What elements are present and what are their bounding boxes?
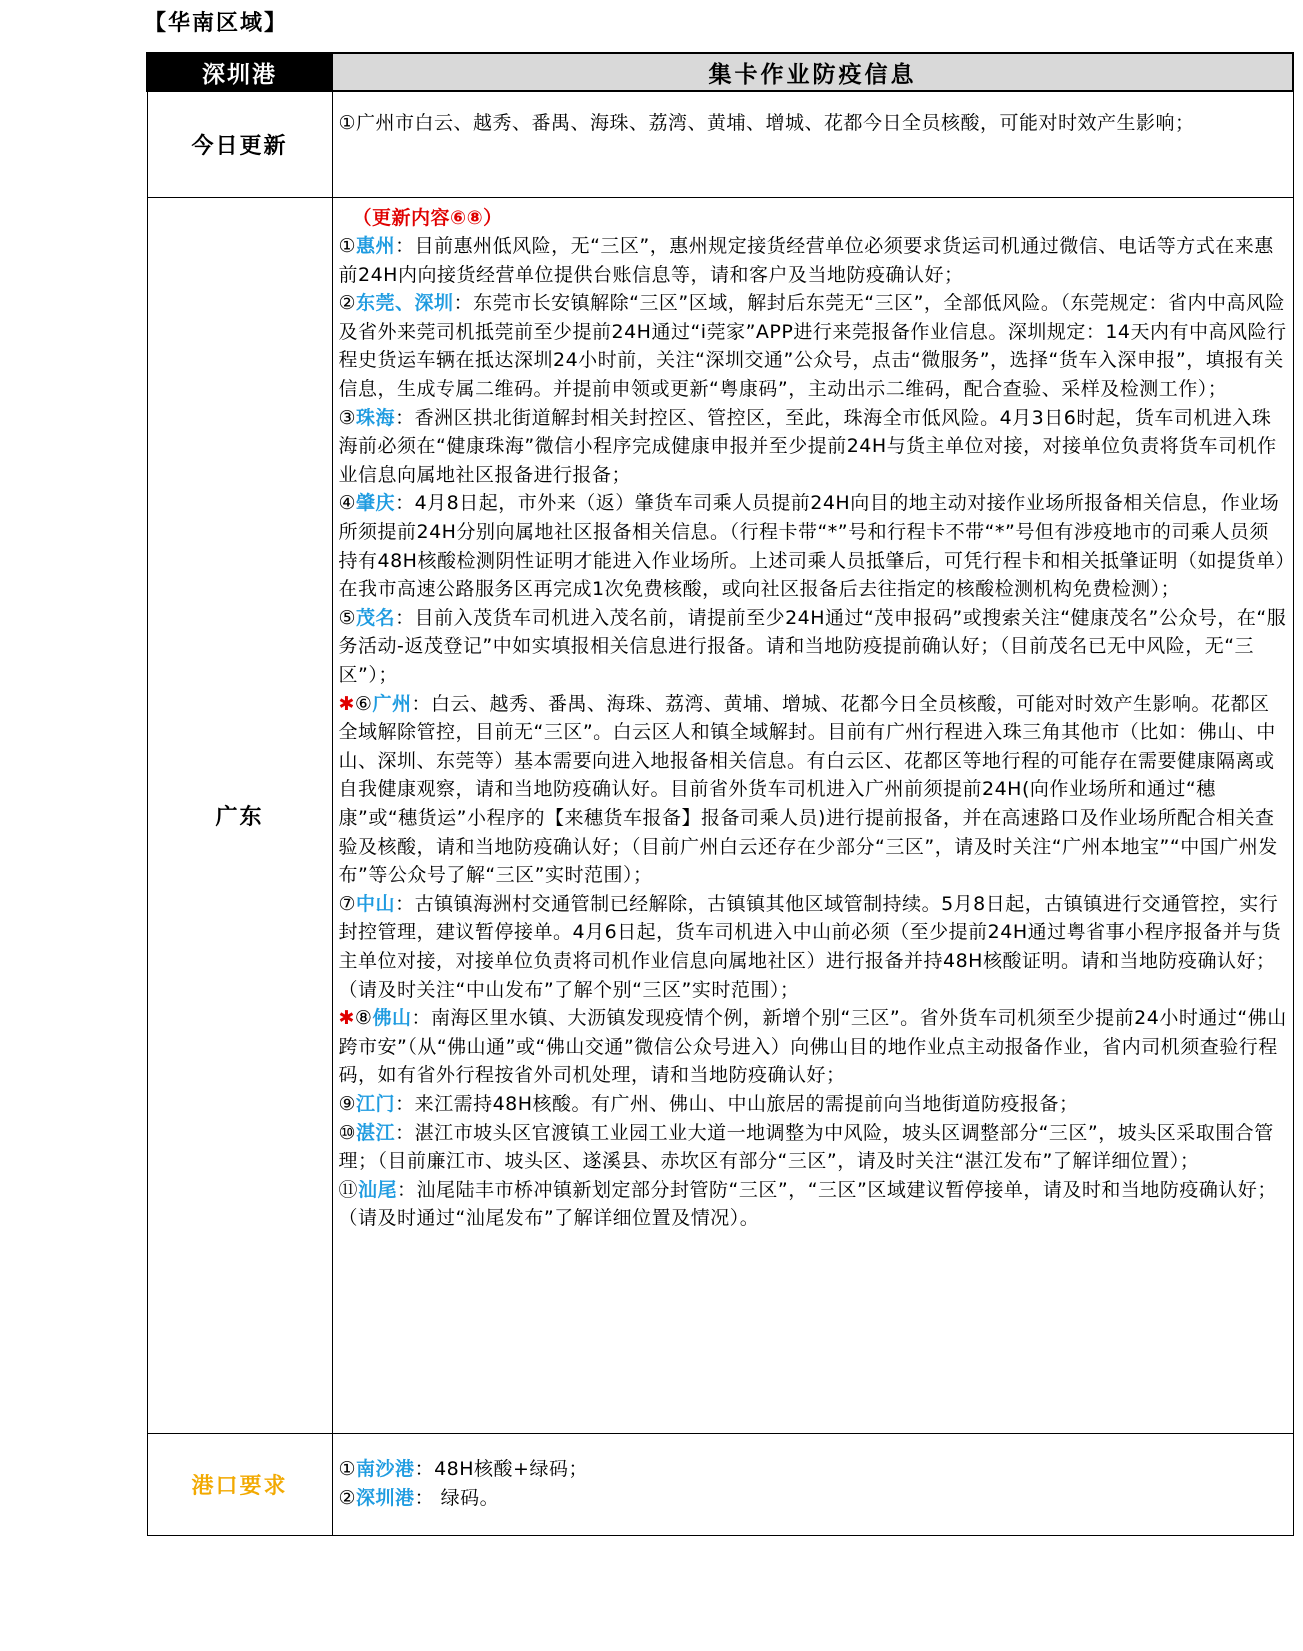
update-header: （更新内容⑥⑧） [352, 206, 503, 229]
item-text: ：目前惠州低风险，无“三区”，惠州规定接货经营单位必须要求货运司机通过微信、电话等方式在来惠前24H内向接货经营单位提供台账信息等，请和客户及当地防疫确认好； [338, 235, 1274, 286]
city-name: 佛山 [372, 1007, 412, 1030]
star-marker: ✱ [338, 1007, 355, 1030]
item-number: ④ [338, 492, 357, 515]
list-item [339, 1090, 1288, 1119]
item-number: ⑩ [338, 1121, 357, 1144]
list-item [339, 1119, 1288, 1176]
item-number: ① [338, 1458, 357, 1481]
city-name: 中山 [356, 892, 396, 915]
item-text: ：古镇镇海洲村交通管制已经解除，古镇镇其他区域管制持续。5月8日起，古镇镇进行交通管控，实行封控管理，建议暂停接单。4月6日起，货车司机进入中山前必须（至少提前24H通过粤省事小程序报备并与货主单位对接，对接单位负责将司机作业信息向属地社区）进行报备并持48H核酸证明。请和当地防疫确认好；（请及时关注“中山发布”了解个别“三区”实时范围）； [338, 892, 1282, 1001]
guangdong-content [332, 197, 1293, 1433]
item-text: ：香洲区拱北街道解封相关封控区、管控区，至此，珠海全市低风险。4月3日6时起，货车司机进入珠海前必须在“健康珠海”微信小程序完成健康申报并至少提前24H与货主单位对接，对接单位负责将货车司机作业信息向属地社区报备进行报备； [338, 406, 1277, 486]
port-requirement-content [332, 1433, 1293, 1535]
list-item [339, 232, 1288, 289]
city-name: 惠州 [356, 235, 396, 258]
city-name: 江门 [356, 1092, 396, 1115]
list-item [339, 604, 1288, 690]
list-item [339, 404, 1288, 490]
star-marker: ✱ [338, 692, 355, 715]
item-number: ⑧ [354, 1007, 373, 1030]
today-update-row [147, 91, 1293, 197]
item-text: ：汕尾陆丰市桥冲镇新划定部分封管防“三区”，“三区”区域建议暂停接单，请及时和当地防疫确认好；（请及时通过“汕尾发布”了解详细位置及情况）。 [338, 1178, 1277, 1230]
port-requirement-row [147, 1433, 1293, 1535]
item-text: ：南海区里水镇、大沥镇发现疫情个例，新增个别“三区”。省外货车司机须至少提前24小时通过“佛山跨市安”（从“佛山通”或“佛山交通”微信公众号进入）向佛山目的地作业点主动报备作业，省内司机须查验行程码，如有省外行程按省外司机处理，请和当地防疫确认好； [338, 1007, 1287, 1087]
item-number: ⑦ [338, 892, 357, 915]
city-name: 深圳港 [356, 1487, 415, 1509]
item-text: ： 绿码。 [414, 1487, 500, 1509]
item-number: ⑪ [338, 1178, 359, 1201]
city-name: 南沙港 [356, 1458, 415, 1481]
list-item [339, 1004, 1288, 1090]
item-text: ：来江需持48H核酸。有广州、佛山、中山旅居的需提前向当地街道防疫报备； [395, 1092, 1079, 1115]
list-item [339, 1176, 1288, 1233]
list-item [339, 1455, 1288, 1484]
guangdong-item-list [339, 232, 1288, 1233]
item-text: ：48H核酸+绿码； [414, 1458, 588, 1481]
item-number: ⑨ [338, 1092, 357, 1115]
today-update-label: 今日更新 [147, 91, 332, 197]
port-requirement-list [339, 1455, 1288, 1512]
city-name: 茂名 [356, 606, 396, 629]
list-item [339, 1484, 1288, 1513]
item-text: ：目前入茂货车司机进入茂名前，请提前至少24H通过“茂申报码”或搜索关注“健康茂名”公众号，在“服务活动-返茂登记”中如实填报相关信息进行报备。请和当地防疫提前确认好；（目前茂名已无中风险，无“三区”）； [338, 606, 1287, 686]
header-port-cell: 深圳港 [147, 53, 332, 91]
item-number: ⑥ [354, 692, 373, 715]
list-item [339, 489, 1288, 603]
table-header-row [147, 53, 1293, 91]
port-requirement-label: 港口要求 [147, 1433, 332, 1535]
city-name: 肇庆 [356, 492, 396, 515]
list-item [339, 890, 1288, 1004]
item-text: ：4月8日起，市外来（返）肇货车司乘人员提前24H向目的地主动对接作业场所报备相关信息，作业场所须提前24H分别向属地社区报备相关信息。（行程卡带“*”号和行程卡不带“*”号但有涉疫地市的司乘人员须持有48H核酸检测阴性证明才能进入作业场所。上述司乘人员抵肇后，可凭行程卡和相关抵肇证明（如提货单）在我市高速公路服务区再完成1次免费核酸，或向社区报备后去往指定的核酸检测机构免费检测）； [338, 492, 1286, 601]
item-number: ⑤ [338, 606, 357, 629]
region-title: 【华南区域】 [144, 11, 289, 36]
item-number: ② [338, 292, 357, 315]
item-text: ：白云、越秀、番禺、海珠、荔湾、黄埔、增城、花都今日全员核酸，可能对时效产生影响。花都区全域解除管控，目前无“三区”。白云区人和镇全域解封。目前有广州行程进入珠三角其他市（比如：佛山、中山、深圳、东莞等）基本需要向进入地报备相关信息。有白云区、花都区等地行程的可能存在需要健康隔离或自我健康观察，请和当地防疫确认好。目前省外货车司机进入广州前须提前24H(向作业场所和通过“穗康”或“穗货运”小程序的【来穗货车报备】报备司乘人员)进行提前报备，并在高速路口及作业场所配合相关查验及核酸，请和当地防疫确认好；（目前广州白云还存在少部分“三区”，请及时关注“广州本地宝”“中国广州发布”等公众号了解“三区”实时范围）； [338, 692, 1278, 887]
item-number: ① [338, 235, 357, 258]
list-item [339, 289, 1288, 403]
list-item [339, 690, 1288, 890]
today-update-text: ①广州市白云、越秀、番禺、海珠、荔湾、黄埔、增城、花都今日全员核酸，可能对时效产生影响； [332, 91, 1293, 197]
city-name: 珠海 [356, 406, 396, 429]
guangdong-row [147, 197, 1293, 1433]
city-name: 东莞、深圳 [356, 292, 454, 315]
guangdong-label: 广东 [147, 197, 332, 1433]
city-name: 湛江 [356, 1121, 396, 1144]
item-text: ：湛江市坡头区官渡镇工业园工业大道一地调整为中风险，坡头区调整部分“三区”，坡头区采取围合管理；（目前廉江市、坡头区、遂溪县、赤坎区有部分“三区”，请及时关注“湛江发布”了解详细位置）； [338, 1121, 1274, 1173]
city-name: 广州 [372, 692, 412, 715]
city-name: 汕尾 [358, 1178, 398, 1201]
item-text: ：东莞市长安镇解除“三区”区域，解封后东莞无“三区”，全部低风险。（东莞规定：省内中高风险及省外来莞司机抵莞前至少提前24H通过“i莞家”APP进行来莞报备作业信息。深圳规定：14天内有中高风险行程史货运车辆在抵达深圳24小时前，关注“深圳交通”公众号，点击“微服务”，选择“货车入深申报”，填报有关信息，生成专属二维码。并提前申领或更新“粤康码”，主动出示二维码，配合查验、采样及检测工作）； [338, 292, 1287, 401]
epidemic-info-table [146, 52, 1294, 1536]
item-number: ③ [338, 406, 357, 429]
header-title-cell: 集卡作业防疫信息 [332, 53, 1293, 91]
item-number: ② [338, 1487, 357, 1509]
